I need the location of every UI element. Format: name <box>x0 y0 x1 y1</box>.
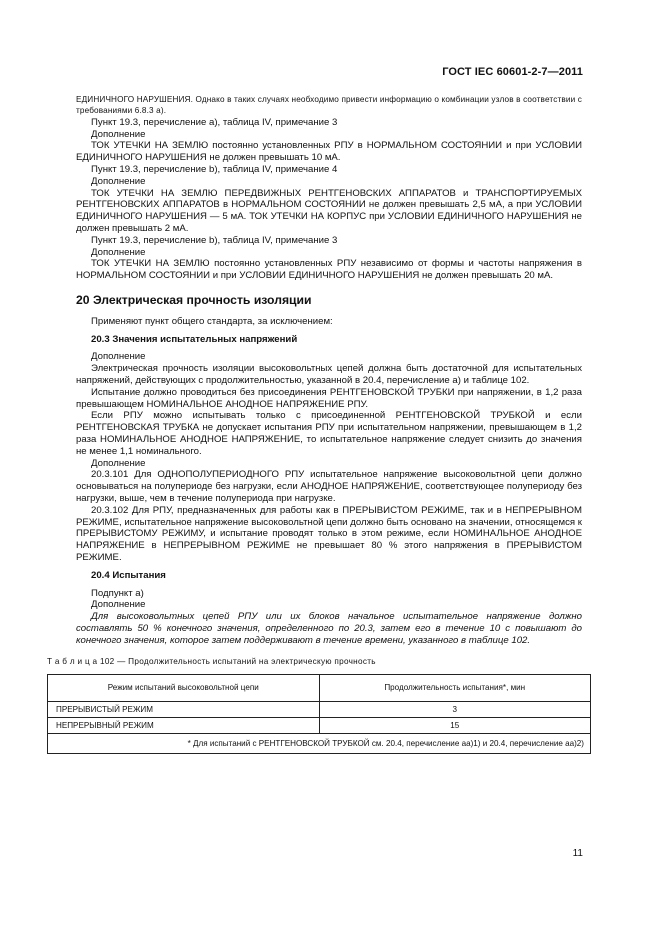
table-row <box>48 718 591 734</box>
table-footnote: * Для испытаний с РЕНТГЕНОВСКОЙ ТРУБКОЙ см. 20.4, перечисление аа)1) и 20.4, перечисление аа)2) <box>48 734 591 754</box>
reference-19-3-a-note-3: Пункт 19.3, перечисление а), таблица IV, примечание 3 <box>91 116 338 128</box>
subsection-20-4-title: 20.4 Испытания <box>91 569 166 581</box>
leakage-text-3: ТОК УТЕЧКИ НА ЗЕМЛЮ постоянно установленных РПУ независимо от формы и частоты напряжения в НОРМАЛЬНОМ СОСТОЯНИИ и при УСЛОВИИ ЕДИНИЧНОГО НАРУШЕНИЯ не должен превышать 20 мА. <box>76 258 582 282</box>
column-header-duration: Продолжительность испытания*, мин <box>319 675 591 702</box>
clause-20-3-101: 20.3.101 Для ОДНОПОЛУПЕРИОДНОГО РПУ испытательное напряжение высоковольтной цепи должно основываться на полупериоде без нагрузки, если АНОДНОЕ НАПРЯЖЕНИЕ, соответствующее полупериоду без нагрузки, выше, чем в течение полупериода при нагрузке. <box>76 469 582 504</box>
continuation-text: ЕДИНИЧНОГО НАРУШЕНИЯ. Однако в таких случаях необходимо привести информацию о комбинации узлов в соответствии с требованиями 6.8.3 а). <box>76 95 582 116</box>
standard-header: ГОСТ IEC 60601-2-7—2011 <box>442 66 583 78</box>
addition-label: Дополнение <box>91 128 146 140</box>
subsection-20-3-para-2: Испытание должно проводиться без присоединения РЕНТГЕНОВСКОЙ ТРУБКИ при напряжении, в 1,2 раза превышающем НОМИНАЛЬНОЕ АНОДНОЕ НАПРЯЖЕНИЕ РПУ. <box>76 386 582 410</box>
table-header-row <box>48 675 591 702</box>
reference-19-3-b-note-3: Пункт 19.3, перечисление b), таблица IV, примечание 3 <box>91 234 338 246</box>
table-102-caption: Т а б л и ц а 102 — Продолжительность испытаний на электрическую прочность <box>47 657 376 667</box>
addition-label: Дополнение <box>91 599 146 611</box>
addition-label: Дополнение <box>91 246 146 258</box>
addition-label: Дополнение <box>91 351 146 363</box>
subsection-20-4-para: Для высоковольтных цепей РПУ или их блоков начальное испытательное напряжение должно составлять 50 % конечного значения, определенного по 20.3, затем его в течение 10 с повышают до конечного значения, которое затем поддерживают в течение времени, указанного в таблице 102. <box>76 611 582 646</box>
page-number: 11 <box>572 848 583 859</box>
subsection-20-3-title: 20.3 Значения испытательных напряжений <box>91 333 298 345</box>
table-102 <box>47 674 591 754</box>
column-header-mode: Режим испытаний высоковольтной цепи <box>48 675 320 702</box>
table-footnote-row <box>48 734 591 754</box>
mode-cell: НЕПРЕРЫВНЫЙ РЕЖИМ <box>48 718 320 734</box>
leakage-text-2: ТОК УТЕЧКИ НА ЗЕМЛЮ ПЕРЕДВИЖНЫХ РЕНТГЕНОВСКИХ АППАРАТОВ и ТРАНСПОРТИРУЕМЫХ РЕНТГЕНОВСКИХ АППАРАТОВ в НОРМАЛЬНОМ СОСТОЯНИИ не должен превышать 2,5 мА, а при УСЛОВИИ ЕДИНИЧНОГО НАРУШЕНИЯ — 5 мА. ТОК УТЕЧКИ НА КОРПУС при УСЛОВИИ ЕДИНИЧНОГО НАРУШЕНИЯ не должен превышать 2 мА. <box>76 187 582 234</box>
clause-20-3-102: 20.3.102 Для РПУ, предназначенных для работы как в ПРЕРЫВИСТОМ РЕЖИМЕ, так и в НЕПРЕРЫВНОМ РЕЖИМЕ, испытательное напряжение высоковольтной цепи должно быть основано на значении, относящемся к ПРЕРЫВИСТОМУ РЕЖИМУ, и испытание проводят только в этом режиме, если НОМИНАЛЬНОЕ АНОДНОЕ НАПРЯЖЕНИЕ в НЕПРЕРЫВНОМ РЕЖИМЕ не превышает 80 % этого напряжения в ПРЕРЫВИСТОМ РЕЖИМЕ. <box>76 504 582 563</box>
section-20-title: 20 Электрическая прочность изоляции <box>76 292 312 307</box>
subsection-20-3-para-1: Электрическая прочность изоляции высоковольтных цепей должна быть достаточной для испытательных напряжений, действующих с продолжительностью, указанной в 20.4, перечисление а) и таблице 102. <box>76 363 582 386</box>
table-row <box>48 702 591 718</box>
duration-cell: 3 <box>319 702 591 718</box>
leakage-text-1: ТОК УТЕЧКИ НА ЗЕМЛЮ постоянно установленных РПУ в НОРМАЛЬНОМ СОСТОЯНИИ и при УСЛОВИИ ЕДИНИЧНОГО НАРУШЕНИЯ не должен превышать 10 мА. <box>76 140 582 164</box>
subclause-a-label: Подпункт а) <box>91 587 144 599</box>
mode-cell: ПРЕРЫВИСТЫЙ РЕЖИМ <box>48 702 320 718</box>
subsection-20-3-para-3: Если РПУ можно испытывать только с присоединенной РЕНТГЕНОВСКОЙ ТРУБКОЙ и если РЕНТГЕНОВСКАЯ ТРУБКА не допускает испытания РПУ при испытательном напряжении, превышающем в 1,2 раза НОМИНАЛЬНОЕ АНОДНОЕ НАПРЯЖЕНИЕ, то испытательное напряжение следует снизить до значения не менее 1,1 номинального. <box>76 410 582 457</box>
addition-label: Дополнение <box>91 175 146 187</box>
duration-cell: 15 <box>319 718 591 734</box>
reference-19-3-b-note-4: Пункт 19.3, перечисление b), таблица IV, примечание 4 <box>91 164 338 175</box>
page-content <box>47 94 584 754</box>
section-20-intro: Применяют пункт общего стандарта, за исключением: <box>91 315 333 327</box>
addition-label: Дополнение <box>91 457 146 469</box>
